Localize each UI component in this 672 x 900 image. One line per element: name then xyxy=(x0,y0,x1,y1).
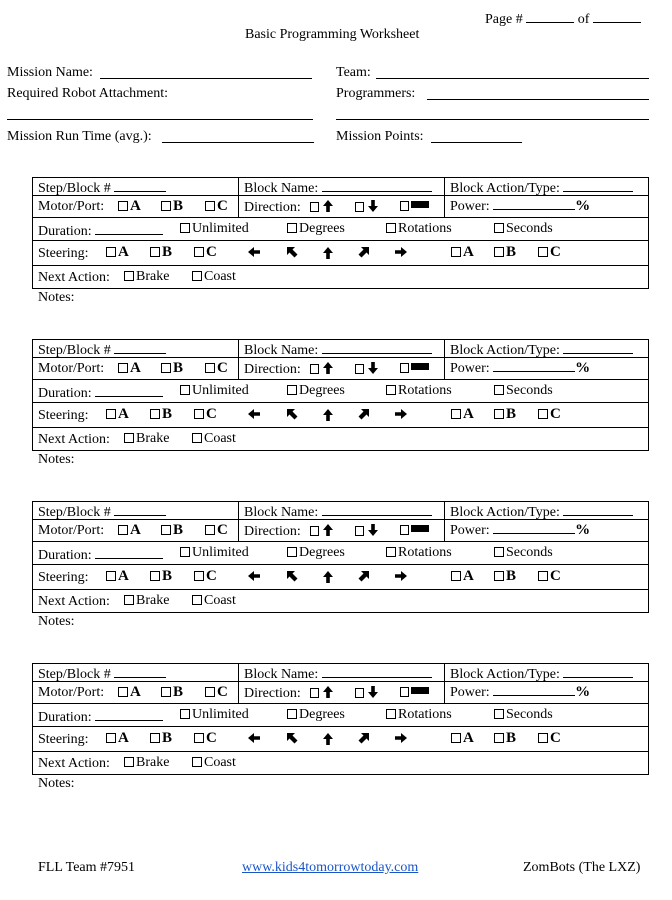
direction-backward[interactable] xyxy=(355,199,380,216)
steer-right-c-option[interactable]: C xyxy=(538,730,561,746)
next-action-row xyxy=(32,590,649,613)
arrow-up-right-icon[interactable] xyxy=(357,245,371,259)
port-b-option[interactable]: B xyxy=(161,360,183,376)
steer-right-c-option[interactable]: C xyxy=(538,568,561,584)
next-action-coast[interactable]: Coast xyxy=(192,593,236,609)
programmers-label: Programmers: xyxy=(336,86,416,101)
steering-label: Steering: xyxy=(38,246,89,261)
power-label: Power: xyxy=(450,199,490,214)
block-action-blank[interactable] xyxy=(563,503,633,516)
block-action-blank[interactable] xyxy=(563,341,633,354)
power-label: Power: xyxy=(450,685,490,700)
steer-b-option[interactable]: B xyxy=(150,406,172,422)
duration-label: Duration: xyxy=(38,548,92,563)
steer-right-a-option[interactable]: A xyxy=(451,568,474,584)
footer-website-link[interactable]: www.kids4tomorrowtoday.com xyxy=(242,860,419,875)
steer-a-option[interactable]: A xyxy=(106,244,129,260)
duration-row xyxy=(32,218,649,241)
robot-attachment-blank[interactable] xyxy=(7,119,313,120)
duration-rotations[interactable]: Rotations xyxy=(386,221,452,237)
steering-row xyxy=(32,565,649,590)
mission-points-blank[interactable] xyxy=(431,142,522,143)
team-blank[interactable] xyxy=(376,78,649,79)
duration-rotations[interactable]: Rotations xyxy=(386,707,452,723)
duration-degrees[interactable]: Degrees xyxy=(287,383,345,399)
step-block-label: Step/Block # xyxy=(38,181,111,196)
arrow-right-icon[interactable] xyxy=(394,569,408,583)
stop-bar-icon xyxy=(411,201,429,208)
arrow-up-icon[interactable] xyxy=(321,246,335,260)
next-action-label: Next Action: xyxy=(38,756,110,771)
arrow-right-icon[interactable] xyxy=(394,407,408,421)
mission-run-time-blank[interactable] xyxy=(162,142,314,143)
block-action-blank[interactable] xyxy=(563,665,633,678)
direction-backward[interactable] xyxy=(355,685,380,702)
step-block-blank[interactable] xyxy=(114,179,166,192)
port-c-option[interactable]: C xyxy=(205,360,228,376)
arrow-right-icon[interactable] xyxy=(394,245,408,259)
next-action-brake[interactable]: Brake xyxy=(124,269,169,285)
port-a-option[interactable]: A xyxy=(118,522,141,538)
motor-port-label: Motor/Port: xyxy=(38,361,105,376)
port-a-option[interactable]: A xyxy=(118,684,141,700)
steer-right-c-option[interactable]: C xyxy=(538,244,561,260)
direction-label: Direction: xyxy=(244,362,301,377)
steer-right-a-option[interactable]: A xyxy=(451,244,474,260)
step-block-label: Step/Block # xyxy=(38,667,111,682)
of-label: of xyxy=(577,12,590,27)
notes-label: Notes: xyxy=(38,452,75,467)
arrow-up-icon xyxy=(321,199,335,213)
mission-run-time-label: Mission Run Time (avg.): xyxy=(7,129,152,144)
duration-rotations[interactable]: Rotations xyxy=(386,383,452,399)
steer-c-option[interactable]: C xyxy=(194,244,217,260)
percent-label: % xyxy=(575,522,591,538)
notes-label: Notes: xyxy=(38,290,75,305)
arrow-up-left-icon[interactable] xyxy=(285,407,299,421)
port-c-option[interactable]: C xyxy=(205,198,228,214)
duration-seconds[interactable]: Seconds xyxy=(494,707,553,723)
worksheet-title: Basic Programming Worksheet xyxy=(245,27,420,42)
motor-port-label: Motor/Port: xyxy=(38,523,105,538)
duration-seconds[interactable]: Seconds xyxy=(494,545,553,561)
steer-b-option[interactable]: B xyxy=(150,730,172,746)
notes-label: Notes: xyxy=(38,776,75,791)
duration-blank[interactable] xyxy=(95,546,163,559)
duration-row xyxy=(32,380,649,403)
duration-blank[interactable] xyxy=(95,384,163,397)
motor-row xyxy=(32,358,649,380)
port-a-option[interactable]: A xyxy=(118,198,141,214)
motor-port-label: Motor/Port: xyxy=(38,199,105,214)
next-action-label: Next Action: xyxy=(38,594,110,609)
block-header-row xyxy=(32,177,649,196)
arrow-left-icon[interactable] xyxy=(247,569,261,583)
steer-c-option[interactable]: C xyxy=(194,568,217,584)
page-number-blank[interactable] xyxy=(526,10,574,23)
duration-row xyxy=(32,704,649,727)
programmers-blank-2[interactable] xyxy=(336,119,649,120)
duration-seconds[interactable]: Seconds xyxy=(494,221,553,237)
duration-unlimited[interactable]: Unlimited xyxy=(180,383,249,399)
arrow-up-icon xyxy=(321,361,335,375)
direction-backward[interactable] xyxy=(355,523,380,540)
arrow-up-icon[interactable] xyxy=(321,570,335,584)
power-blank[interactable] xyxy=(493,197,575,210)
mission-name-blank[interactable] xyxy=(100,78,312,79)
port-a-option[interactable]: A xyxy=(118,360,141,376)
duration-label: Duration: xyxy=(38,386,92,401)
team-label: Team: xyxy=(336,65,371,80)
steering-row xyxy=(32,727,649,752)
steer-right-a-option[interactable]: A xyxy=(451,730,474,746)
arrow-up-icon xyxy=(321,523,335,537)
power-blank[interactable] xyxy=(493,359,575,372)
arrow-up-right-icon[interactable] xyxy=(357,731,371,745)
step-block-label: Step/Block # xyxy=(38,505,111,520)
step-block-blank[interactable] xyxy=(114,665,166,678)
port-b-option[interactable]: B xyxy=(161,684,183,700)
duration-blank[interactable] xyxy=(95,222,163,235)
power-label: Power: xyxy=(450,523,490,538)
port-b-checkbox[interactable] xyxy=(161,201,171,211)
direction-stop[interactable] xyxy=(400,523,429,539)
stop-bar-icon xyxy=(411,363,429,370)
arrow-up-left-icon[interactable] xyxy=(285,569,299,583)
motor-row xyxy=(32,520,649,542)
block-name-blank[interactable] xyxy=(322,503,432,516)
block-header-row xyxy=(32,501,649,520)
stop-bar-icon xyxy=(411,525,429,532)
block-name-blank[interactable] xyxy=(322,665,432,678)
power-blank[interactable] xyxy=(493,683,575,696)
duration-seconds[interactable]: Seconds xyxy=(494,383,553,399)
port-c-option[interactable]: C xyxy=(205,522,228,538)
port-a-checkbox[interactable] xyxy=(118,201,128,211)
block-header-row xyxy=(32,339,649,358)
power-label: Power: xyxy=(450,361,490,376)
steer-right-b-option[interactable]: B xyxy=(494,406,516,422)
block-name-label: Block Name: xyxy=(244,505,319,520)
direction-label: Direction: xyxy=(244,524,301,539)
mission-name-label: Mission Name: xyxy=(7,65,93,80)
direction-backward[interactable] xyxy=(355,361,380,378)
power-blank[interactable] xyxy=(493,521,575,534)
block-name-blank[interactable] xyxy=(322,179,432,192)
block-name-label: Block Name: xyxy=(244,181,319,196)
duration-label: Duration: xyxy=(38,224,92,239)
duration-unlimited[interactable]: Unlimited xyxy=(180,221,249,237)
steer-b-option[interactable]: B xyxy=(150,568,172,584)
mission-points-label: Mission Points: xyxy=(336,129,424,144)
next-action-coast[interactable]: Coast xyxy=(192,269,236,285)
direction-forward[interactable] xyxy=(310,685,335,702)
arrow-right-icon[interactable] xyxy=(394,731,408,745)
block-action-label: Block Action/Type: xyxy=(450,505,560,520)
percent-label: % xyxy=(575,198,591,214)
steering-label: Steering: xyxy=(38,732,89,747)
port-b-option[interactable]: B xyxy=(161,198,183,214)
direction-stop[interactable] xyxy=(400,685,429,701)
steer-b-option[interactable]: B xyxy=(150,244,172,260)
programmers-blank[interactable] xyxy=(427,99,649,100)
block-action-label: Block Action/Type: xyxy=(450,667,560,682)
percent-label: % xyxy=(575,684,591,700)
steer-c-option[interactable]: C xyxy=(194,406,217,422)
arrow-left-icon[interactable] xyxy=(247,731,261,745)
page-label: Page # xyxy=(485,12,523,27)
step-block-label: Step/Block # xyxy=(38,343,111,358)
next-action-label: Next Action: xyxy=(38,270,110,285)
next-action-label: Next Action: xyxy=(38,432,110,447)
block-name-blank[interactable] xyxy=(322,341,432,354)
arrow-left-icon[interactable] xyxy=(247,407,261,421)
next-action-brake[interactable]: Brake xyxy=(124,593,169,609)
arrow-down-icon xyxy=(366,361,380,375)
steer-a-option[interactable]: A xyxy=(106,406,129,422)
next-action-brake[interactable]: Brake xyxy=(124,431,169,447)
port-b-option[interactable]: B xyxy=(161,522,183,538)
steering-row xyxy=(32,241,649,266)
direction-forward[interactable] xyxy=(310,199,335,216)
page-total-blank[interactable] xyxy=(593,10,641,23)
next-action-row xyxy=(32,752,649,775)
arrow-left-icon[interactable] xyxy=(247,245,261,259)
footer-team-name: ZomBots (The LXZ) xyxy=(523,860,641,875)
direction-stop[interactable] xyxy=(400,199,429,215)
direction-label: Direction: xyxy=(244,200,301,215)
steer-right-b-option[interactable]: B xyxy=(494,568,516,584)
next-action-brake[interactable]: Brake xyxy=(124,755,169,771)
block-action-label: Block Action/Type: xyxy=(450,343,560,358)
direction-stop[interactable] xyxy=(400,361,429,377)
steering-label: Steering: xyxy=(38,570,89,585)
arrow-down-icon xyxy=(366,199,380,213)
steer-c-option[interactable]: C xyxy=(194,730,217,746)
steer-right-c-option[interactable]: C xyxy=(538,406,561,422)
arrow-up-icon[interactable] xyxy=(321,732,335,746)
arrow-down-icon xyxy=(366,685,380,699)
step-block-blank[interactable] xyxy=(114,503,166,516)
duration-label: Duration: xyxy=(38,710,92,725)
duration-degrees[interactable]: Degrees xyxy=(287,707,345,723)
duration-rotations[interactable]: Rotations xyxy=(386,545,452,561)
motor-port-label: Motor/Port: xyxy=(38,685,105,700)
duration-degrees[interactable]: Degrees xyxy=(287,221,345,237)
arrow-up-left-icon[interactable] xyxy=(285,731,299,745)
arrow-up-right-icon[interactable] xyxy=(357,407,371,421)
robot-attachment-label: Required Robot Attachment: xyxy=(7,86,168,101)
block-name-label: Block Name: xyxy=(244,667,319,682)
steering-row xyxy=(32,403,649,428)
page-number-field xyxy=(485,10,641,28)
next-action-row xyxy=(32,428,649,451)
steer-a-option[interactable]: A xyxy=(106,730,129,746)
stop-bar-icon xyxy=(411,687,429,694)
next-action-coast[interactable]: Coast xyxy=(192,755,236,771)
direction-forward[interactable] xyxy=(310,523,335,540)
port-c-option[interactable]: C xyxy=(205,684,228,700)
arrow-up-icon[interactable] xyxy=(321,408,335,422)
duration-row xyxy=(32,542,649,565)
direction-label: Direction: xyxy=(244,686,301,701)
arrow-up-left-icon[interactable] xyxy=(285,245,299,259)
block-header-row xyxy=(32,663,649,682)
motor-row xyxy=(32,196,649,218)
arrow-down-icon xyxy=(366,523,380,537)
duration-blank[interactable] xyxy=(95,708,163,721)
percent-label: % xyxy=(575,360,591,376)
block-action-blank[interactable] xyxy=(563,179,633,192)
next-action-row xyxy=(32,266,649,289)
steer-right-a-option[interactable]: A xyxy=(451,406,474,422)
steer-right-b-option[interactable]: B xyxy=(494,730,516,746)
port-c-checkbox[interactable] xyxy=(205,201,215,211)
step-block-blank[interactable] xyxy=(114,341,166,354)
notes-label: Notes: xyxy=(38,614,75,629)
motor-row xyxy=(32,682,649,704)
block-name-label: Block Name: xyxy=(244,343,319,358)
steer-right-b-option[interactable]: B xyxy=(494,244,516,260)
duration-unlimited[interactable]: Unlimited xyxy=(180,545,249,561)
arrow-up-right-icon[interactable] xyxy=(357,569,371,583)
footer-team-number: FLL Team #7951 xyxy=(38,860,136,875)
steering-label: Steering: xyxy=(38,408,89,423)
steer-a-option[interactable]: A xyxy=(106,568,129,584)
next-action-coast[interactable]: Coast xyxy=(192,431,236,447)
block-action-label: Block Action/Type: xyxy=(450,181,560,196)
duration-degrees[interactable]: Degrees xyxy=(287,545,345,561)
duration-unlimited[interactable]: Unlimited xyxy=(180,707,249,723)
arrow-up-icon xyxy=(321,685,335,699)
direction-forward[interactable] xyxy=(310,361,335,378)
